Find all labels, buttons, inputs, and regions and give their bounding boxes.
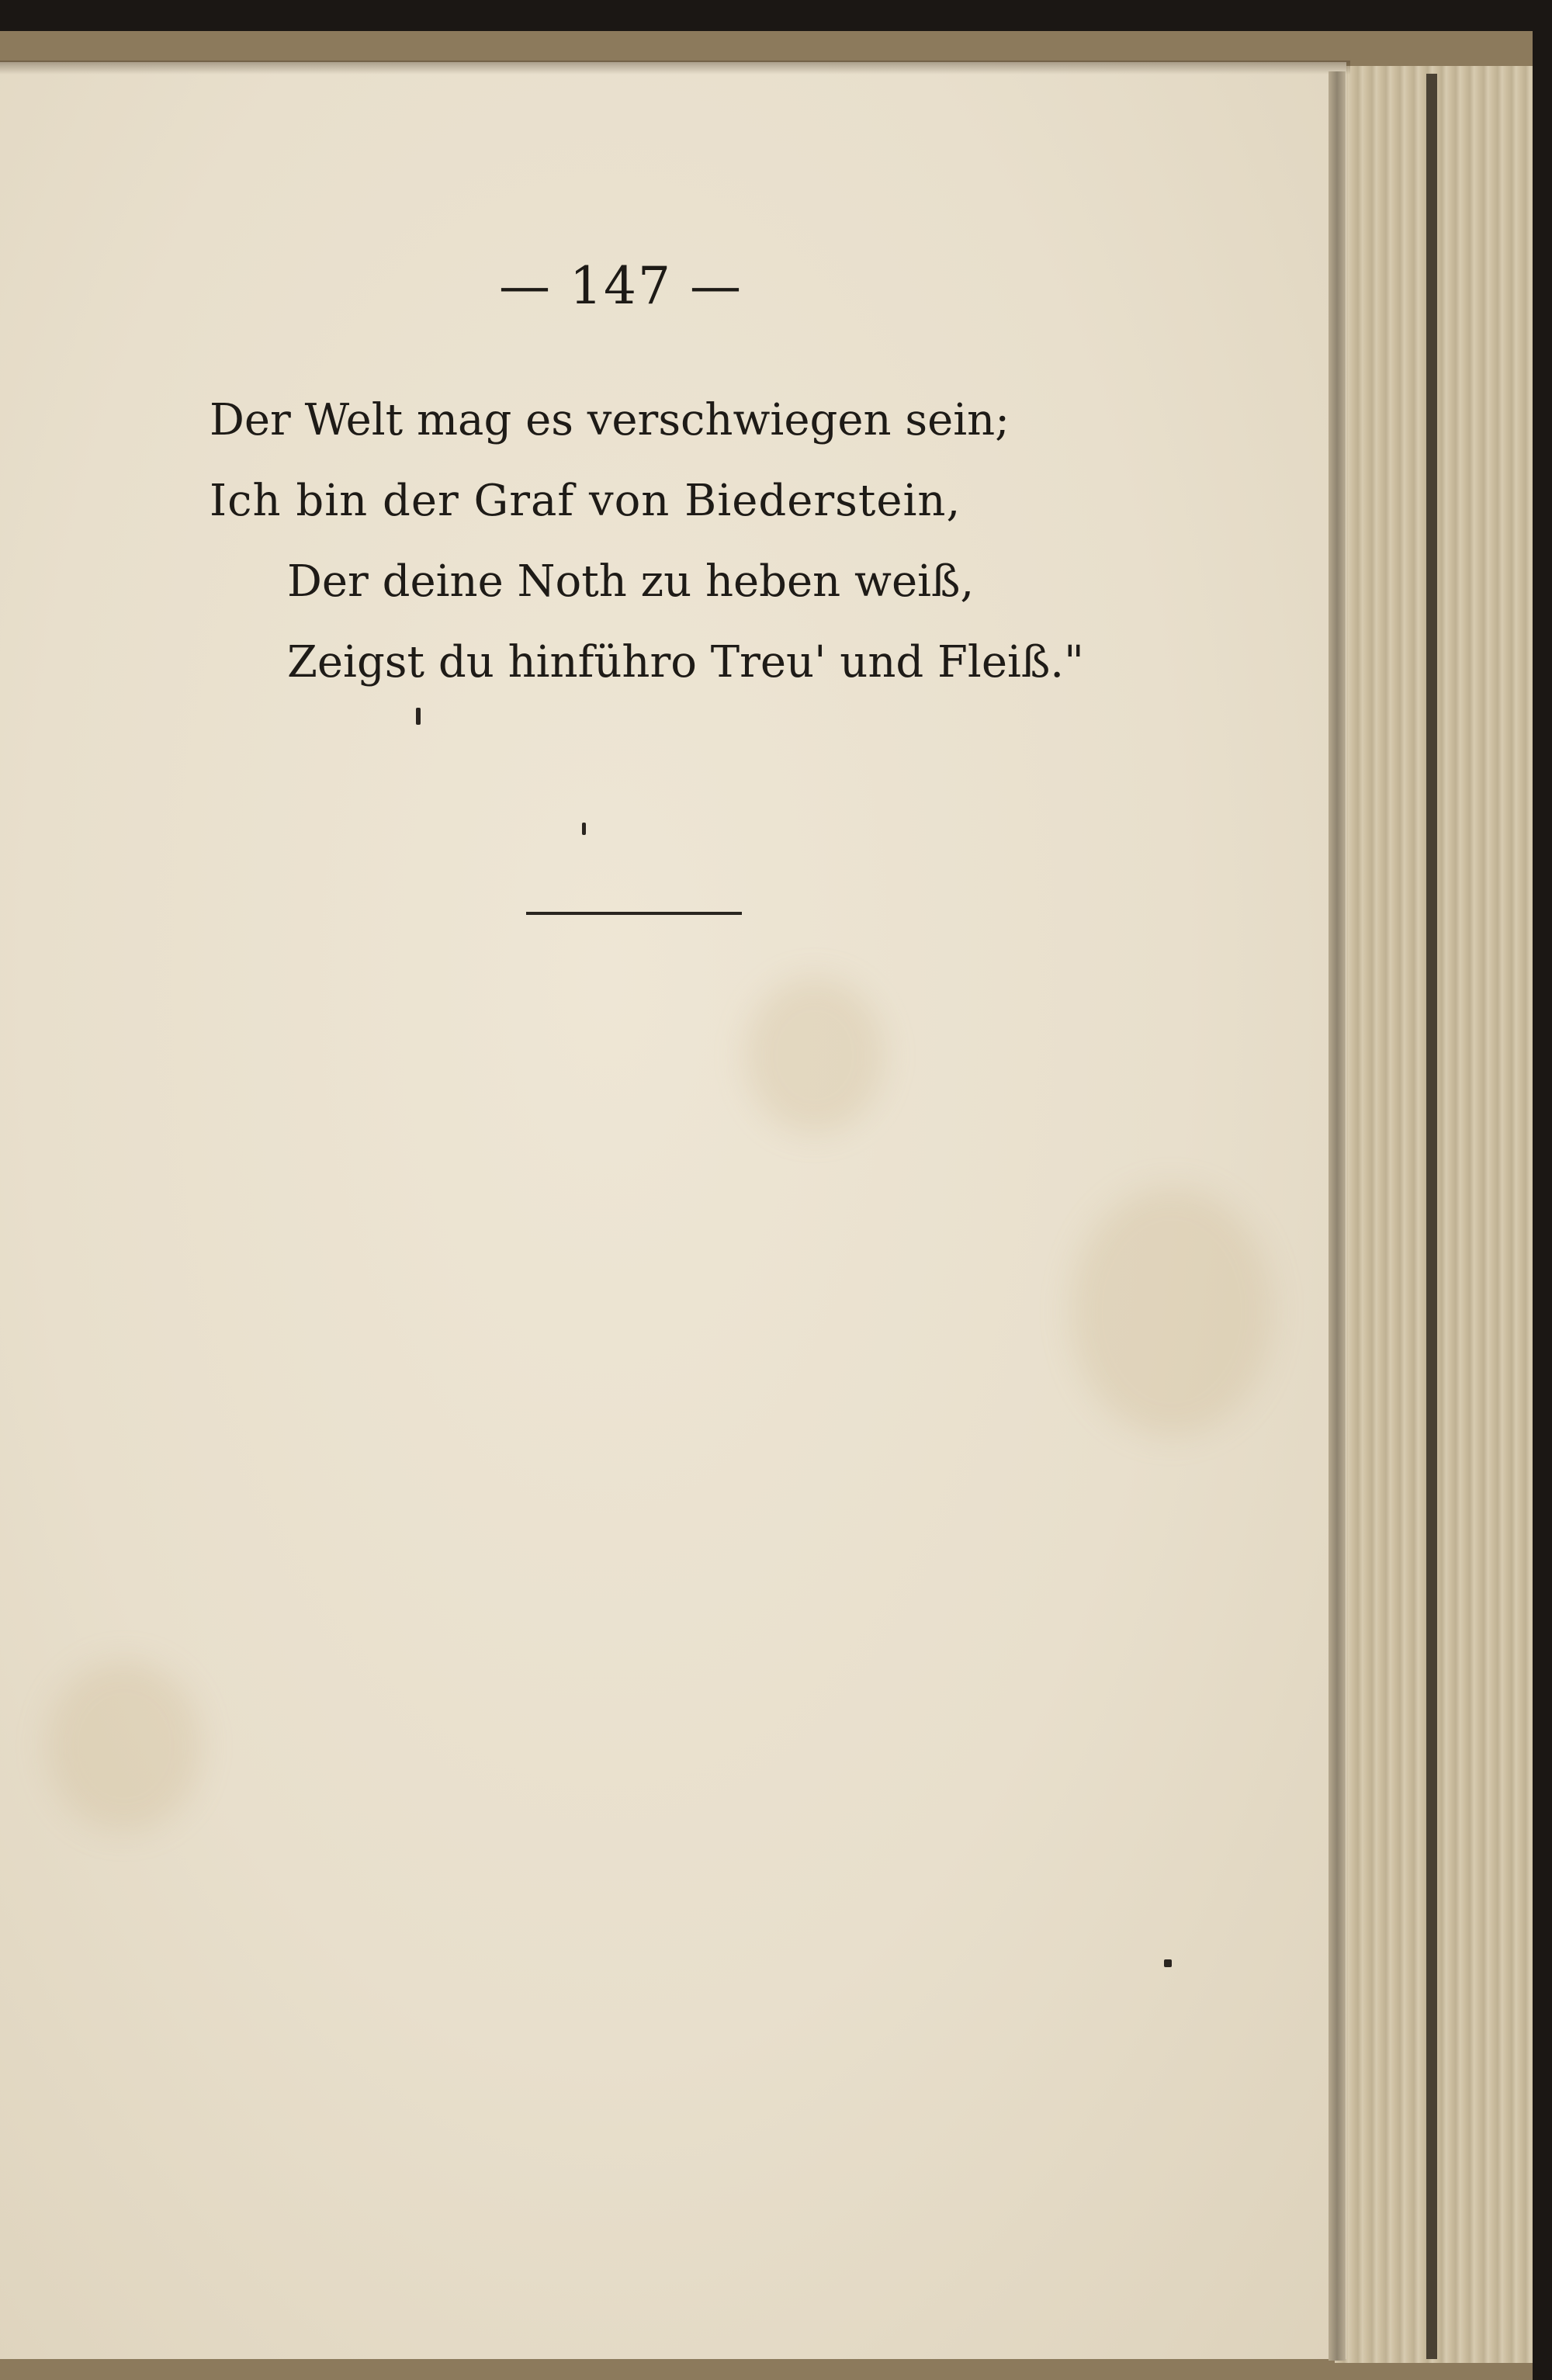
cover-edge-line <box>1426 74 1437 2359</box>
verse-stanza <box>210 380 1084 703</box>
paper-stain <box>1071 1187 1273 1436</box>
paper-stain <box>745 978 885 1133</box>
ink-speck <box>582 823 586 835</box>
paper-stain <box>47 1661 202 1831</box>
page-fold <box>1329 71 1346 2361</box>
page-top-shadow <box>0 61 1350 74</box>
page-number: — 147 — <box>499 256 743 316</box>
section-divider-rule <box>526 912 742 915</box>
verse-line: Der deine Noth zu heben weiß, <box>287 556 975 607</box>
verse-line: Zeigst du hinführo Treu' und Fleiß." <box>287 637 1084 688</box>
verse-line: Ich bin der Graf von Biederstein, <box>210 476 961 526</box>
ink-speck <box>1164 1959 1172 1967</box>
verse-line: Der Welt mag es verschwiegen sein; <box>210 395 1010 445</box>
ink-speck <box>416 708 421 725</box>
